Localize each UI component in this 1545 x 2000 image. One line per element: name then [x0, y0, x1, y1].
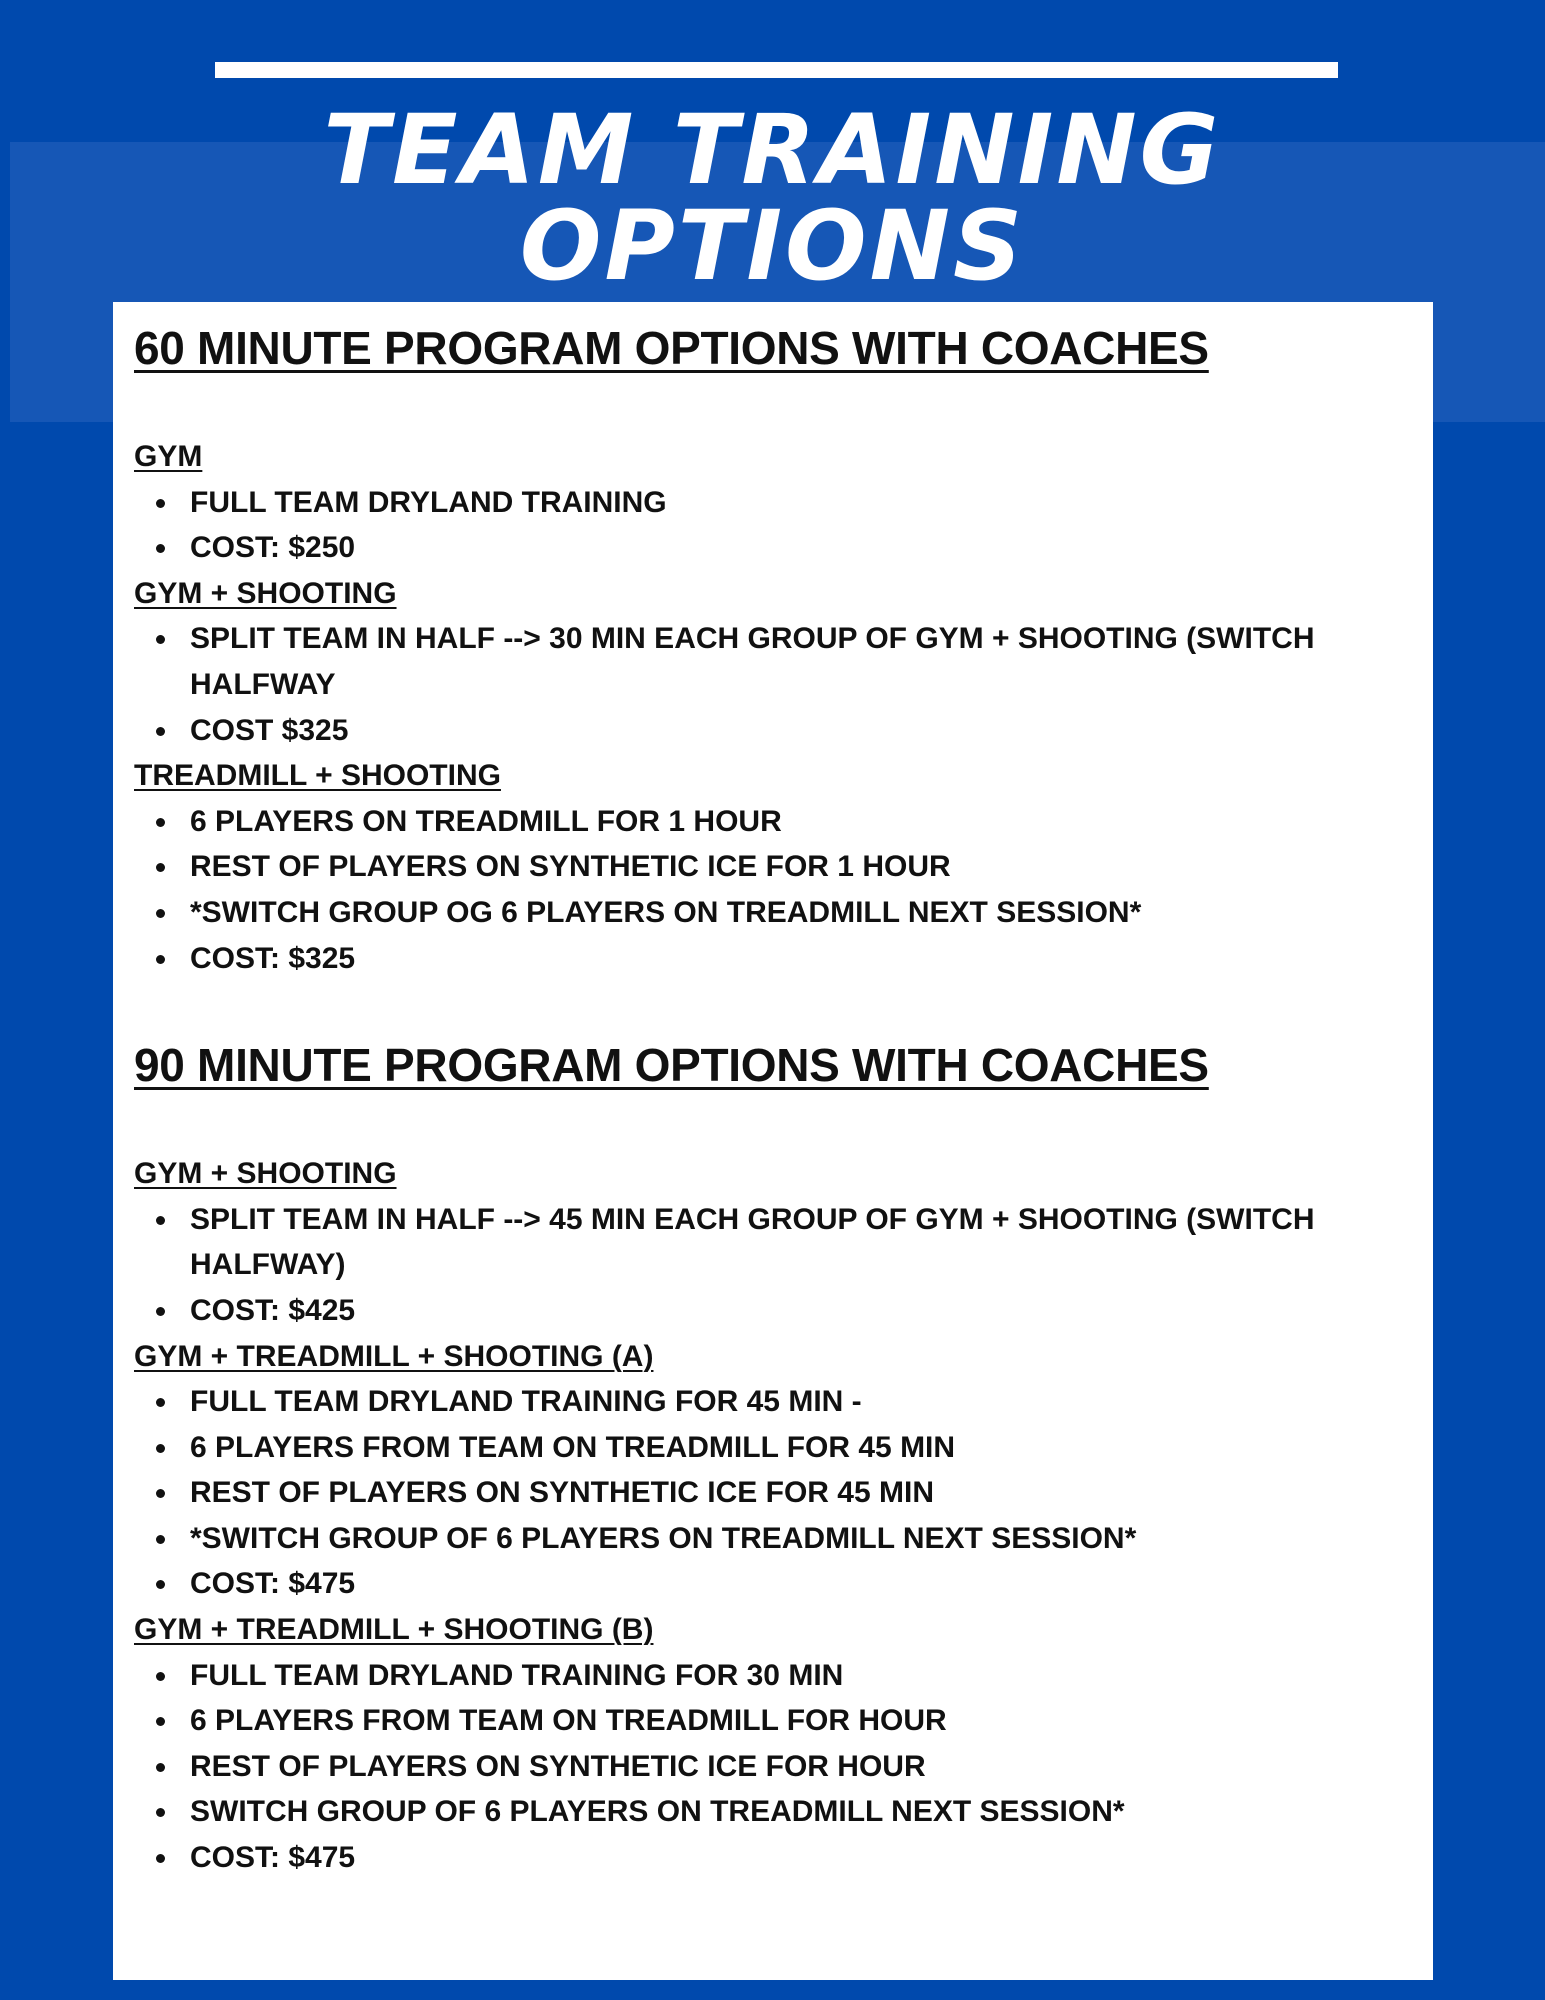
list-item: 6 PLAYERS FROM TEAM ON TREADMILL FOR 45 MIN	[134, 1425, 1424, 1471]
option-group-treadmill-shooting	[134, 753, 1424, 981]
option-group-gym-shooting-90	[134, 1151, 1424, 1333]
option-list	[134, 616, 1424, 753]
list-item: SPLIT TEAM IN HALF --> 45 MIN EACH GROUP OF GYM + SHOOTING (SWITCH HALFWAY)	[134, 1197, 1424, 1288]
option-heading: TREADMILL + SHOOTING	[134, 759, 501, 793]
page-title	[0, 94, 1545, 302]
section-heading-60-minute: 60 MINUTE PROGRAM OPTIONS WITH COACHES	[134, 322, 1209, 374]
list-item: COST: $475	[134, 1835, 1424, 1881]
title-line-2: OPTIONS	[519, 190, 1026, 302]
list-item: COST: $425	[134, 1288, 1424, 1334]
list-item: COST: $475	[134, 1561, 1424, 1607]
option-heading: GYM + SHOOTING	[134, 1157, 397, 1191]
list-item: REST OF PLAYERS ON SYNTHETIC ICE FOR HOUR	[134, 1744, 1424, 1790]
list-item: COST: $325	[134, 936, 1424, 982]
top-rule	[215, 62, 1338, 78]
option-group-gym-treadmill-shooting-a	[134, 1334, 1424, 1608]
option-heading: GYM + TREADMILL + SHOOTING (A)	[134, 1339, 654, 1373]
list-item: REST OF PLAYERS ON SYNTHETIC ICE FOR 1 HOUR	[134, 844, 1424, 890]
option-list	[134, 1197, 1424, 1334]
list-item: *SWITCH GROUP OF 6 PLAYERS ON TREADMILL NEXT SESSION*	[134, 1516, 1424, 1562]
option-heading: GYM + SHOOTING	[134, 576, 397, 610]
list-item: 6 PLAYERS ON TREADMILL FOR 1 HOUR	[134, 799, 1424, 845]
list-item: 6 PLAYERS FROM TEAM ON TREADMILL FOR HOUR	[134, 1698, 1424, 1744]
option-list	[134, 1379, 1424, 1607]
list-item: SPLIT TEAM IN HALF --> 30 MIN EACH GROUP OF GYM + SHOOTING (SWITCH HALFWAY	[134, 616, 1424, 707]
section-heading-90-minute: 90 MINUTE PROGRAM OPTIONS WITH COACHES	[134, 1039, 1209, 1092]
program-options	[134, 318, 1424, 1881]
list-item: COST: $250	[134, 525, 1424, 571]
option-list	[134, 1653, 1424, 1881]
list-item: FULL TEAM DRYLAND TRAINING FOR 30 MIN	[134, 1653, 1424, 1699]
list-item: FULL TEAM DRYLAND TRAINING	[134, 480, 1424, 526]
list-item: *SWITCH GROUP OG 6 PLAYERS ON TREADMILL NEXT SESSION*	[134, 890, 1424, 936]
option-group-gym-shooting	[134, 571, 1424, 753]
option-group-gym	[134, 434, 1424, 571]
option-list	[134, 480, 1424, 571]
list-item: FULL TEAM DRYLAND TRAINING FOR 45 MIN -	[134, 1379, 1424, 1425]
option-heading: GYM	[134, 440, 203, 473]
list-item: SWITCH GROUP OF 6 PLAYERS ON TREADMILL NEXT SESSION*	[134, 1789, 1424, 1835]
option-group-gym-treadmill-shooting-b	[134, 1607, 1424, 1881]
list-item: REST OF PLAYERS ON SYNTHETIC ICE FOR 45 MIN	[134, 1470, 1424, 1516]
option-heading: GYM + TREADMILL + SHOOTING (B)	[134, 1613, 654, 1647]
option-list	[134, 799, 1424, 981]
list-item: COST $325	[134, 708, 1424, 754]
title-line-1: TEAM TRAINING	[323, 94, 1222, 206]
